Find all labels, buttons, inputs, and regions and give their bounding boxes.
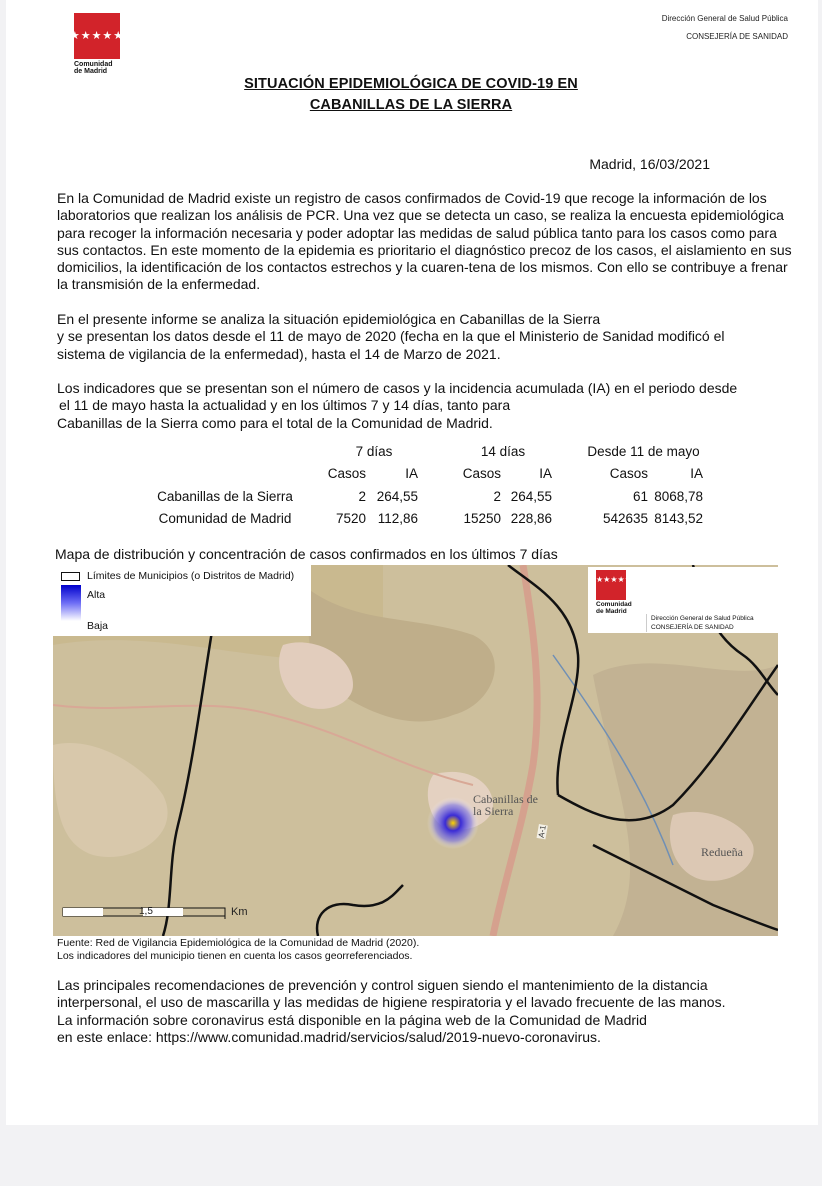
indicators-paragraph (57, 380, 792, 432)
table-sub-header (145, 463, 703, 486)
table-period-header (145, 440, 703, 463)
legend-low-label: Baja (87, 620, 109, 632)
map-logo-block (588, 567, 778, 633)
logo-name-line2: de Madrid (74, 68, 108, 75)
sub-header-ia: IA (690, 466, 703, 482)
sub-header-ia: IA (539, 466, 552, 482)
cell-ia-may: 8068,78 (654, 488, 703, 504)
cell-casos-may: 542635 (602, 511, 648, 527)
sub-header-casos: Casos (327, 466, 366, 482)
report-date: Madrid, 16/03/2021 (589, 156, 710, 172)
cell-casos-14: 15250 (463, 511, 501, 527)
map-scale-value: 1,5 (139, 906, 153, 917)
legend-high-label: Alta (87, 589, 106, 601)
indicators-line3: Cabanillas de la Sierra como para el total de la Comunidad de Madrid. (57, 414, 493, 431)
period-7-days: 7 días (355, 443, 393, 459)
cell-ia-14: 264,55 (510, 488, 552, 504)
period-14-days: 14 días (480, 443, 526, 459)
map-logo-stars: ★★★★★★★ (596, 570, 626, 600)
row-label: Cabanillas de la Sierra (157, 488, 293, 504)
scope-line2: y se presentan los datos desde el 11 de mayo de 2020 (fecha en la que el Ministerio de Sanidad modificó el (57, 328, 725, 345)
recommendations-link-line[interactable]: en este enlace: https://www.comunidad.madrid/servicios/salud/2019-nuevo-coronavirus. (57, 1028, 601, 1045)
recommendations-line1: Las principales recomendaciones de prevención y control siguen siendo el mantenimiento de la distancia (57, 977, 708, 993)
cell-ia-7: 112,86 (377, 511, 418, 527)
map-scale-unit: Km (231, 906, 248, 918)
recommendations-line2: interpersonal, el uso de mascarilla y las medidas de higiene respiratoria y el lavado frecuente de las manos. (57, 994, 726, 1011)
intro-paragraph: En la Comunidad de Madrid existe un registro de casos confirmados de Covid-19 que recoge la información de los laboratorios que realizan los análisis de PCR. Una vez que se detecta un caso, se realiza la encuesta epidemiológica para recoger la información necesaria y poder adoptar las medidas de salud pública tanto para los casos como para sus contactos. En este momento de la epidemia es prioritario el diagnóstico precoz de los casos, el aislamiento en sus domicilios, la identificación de los contactos estrechos y la cuaren-tena de los mismos. Con ello se contribuye a frenar la transmisión de la enfermedad. (57, 190, 792, 293)
sub-header-ia: IA (405, 466, 418, 482)
map-logo-name-line1: Comunidad (596, 601, 632, 608)
map-town-label: Cabanillas de la Sierra (473, 792, 538, 818)
legend-limits-label: Límites de Municipios (o Distritos de Madrid) (87, 570, 295, 582)
map-logo-name-line2: de Madrid (596, 608, 627, 615)
cell-casos-7: 7520 (335, 511, 366, 527)
title-line2: CABANILLAS DE LA SIERRA (309, 97, 513, 113)
cell-casos-7: 2 (358, 488, 366, 504)
source-line1: Fuente: Red de Vigilancia Epidemiológica de la Comunidad de Madrid (2020). (57, 937, 420, 949)
row-label: Comunidad de Madrid (158, 511, 292, 527)
scope-line3: sistema de vigilancia de la enfermedad), hasta el 14 de Marzo de 2021. (57, 345, 501, 362)
map-caption: Mapa de distribución y concentración de casos confirmados en los últimos 7 días (55, 546, 558, 562)
scope-paragraph (57, 311, 792, 363)
recommendations-paragraph (57, 977, 792, 1046)
recommendations-line3: La información sobre coronavirus está disponible en la página web de la Comunidad de Madrid (57, 1011, 647, 1028)
legend-boundary-icon (61, 572, 80, 581)
legend-density-gradient-icon (61, 585, 81, 621)
sub-header-casos: Casos (609, 466, 648, 482)
sub-header-casos: Casos (462, 466, 501, 482)
header-ministry: CONSEJERÍA DE SANIDAD (686, 32, 788, 41)
table-row (145, 485, 703, 508)
cell-ia-14: 228,86 (510, 511, 552, 527)
indicators-line1: Los indicadores que se presentan son el número de casos y la incidencia acumulada (IA) en el periodo desde (57, 380, 738, 396)
map-town-label-reduena: Redueña (701, 845, 743, 859)
cell-ia-7: 264,55 (376, 488, 418, 504)
logo-name-line1: Comunidad (74, 61, 113, 68)
map-source (57, 937, 419, 962)
scope-line1: En el presente informe se analiza la situación epidemiológica en Cabanillas de la Sierra (57, 311, 601, 327)
map-logo-ministry: CONSEJERÍA DE SANIDAD (651, 624, 734, 631)
source-line2: Los indicadores del municipio tienen en cuenta los casos georreferenciados. (57, 949, 413, 962)
table-row (145, 508, 703, 531)
header-dept: Dirección General de Salud Pública (661, 14, 788, 23)
title-line1: SITUACIÓN EPIDEMIOLÓGICA DE COVID-19 EN (244, 76, 578, 92)
stats-table (145, 440, 703, 530)
cell-ia-may: 8143,52 (654, 511, 703, 527)
map-legend (53, 565, 311, 636)
cell-casos-may: 61 (632, 488, 648, 504)
comunidad-madrid-logo (58, 13, 136, 75)
map-road-label: A-1 (536, 824, 548, 839)
cell-casos-14: 2 (493, 488, 501, 504)
logo-stars: ★★★★★★★ (74, 13, 120, 59)
map-logo-dept: Dirección General de Salud Pública (651, 615, 754, 622)
distribution-map (53, 565, 778, 936)
indicators-line2: el 11 de mayo hasta la actualidad y en los últimos 7 y 14 días, tanto para (59, 397, 511, 414)
period-since-may: Desde 11 de mayo (587, 443, 700, 459)
